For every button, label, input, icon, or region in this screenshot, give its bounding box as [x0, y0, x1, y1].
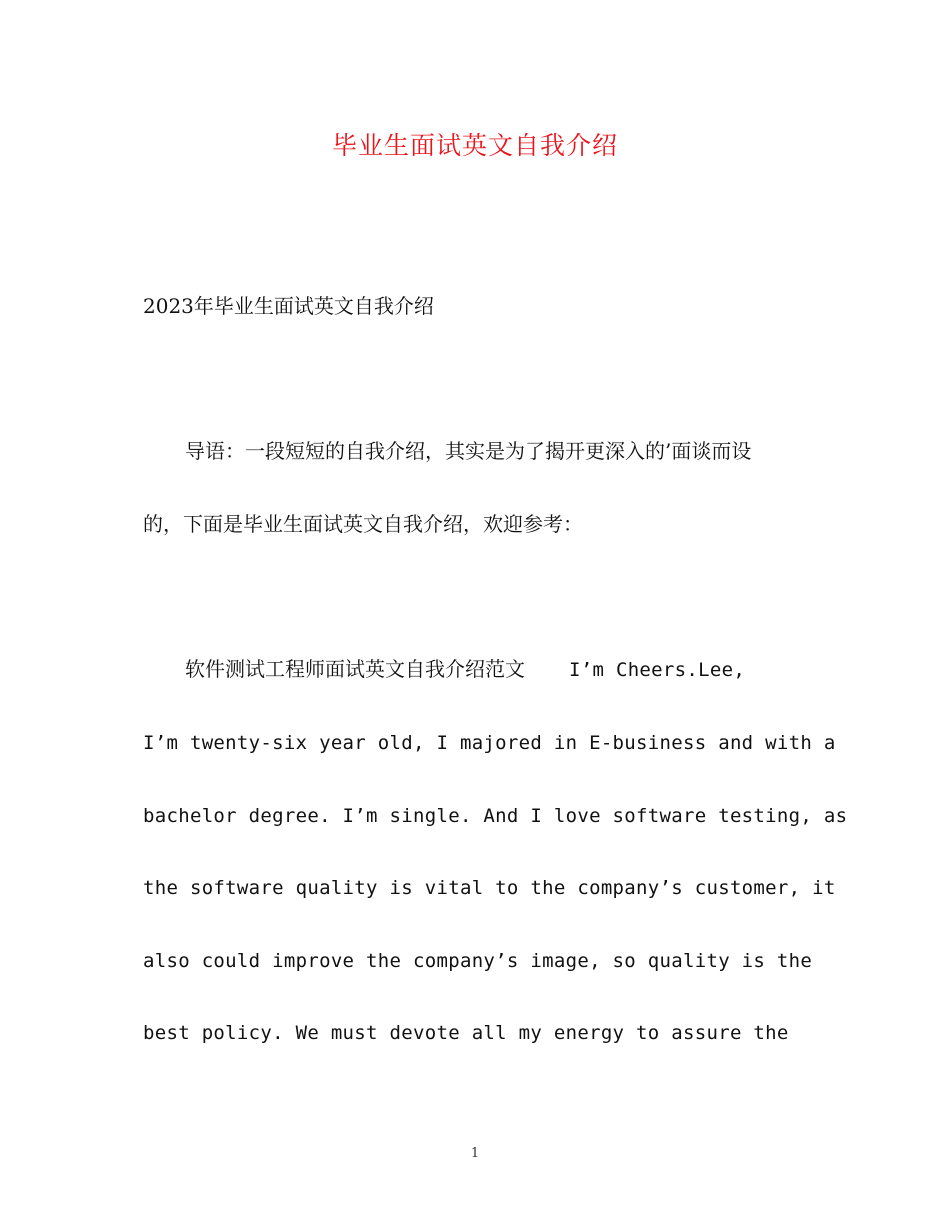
section-heading: 软件测试工程师面试英文自我介绍范文 — [185, 657, 525, 681]
body-line: I’m twenty-six year old, I majored in E-business and with a — [143, 732, 836, 754]
document-subtitle: 2023年毕业生面试英文自我介绍 — [143, 294, 434, 318]
body-line: also could improve the company’s image, so quality is the — [143, 950, 813, 972]
body-line: best policy. We must devote all my energy to assure the — [143, 1022, 789, 1044]
page-number: 1 — [470, 1146, 480, 1161]
intro-line-2: 的，下面是毕业生面试英文自我介绍，欢迎参考： — [143, 512, 583, 536]
document-title: 毕业生面试英文自我介绍 — [331, 131, 618, 160]
section-first-text: I’m Cheers.Lee, — [569, 659, 746, 681]
intro-line-1: 导语：一段短短的自我介绍，其实是为了揭开更深入的’面谈而设 — [185, 439, 752, 463]
body-line: the software quality is vital to the company’s customer, it — [143, 877, 836, 899]
body-line: bachelor degree. I’m single. And I love software testing, as — [143, 805, 848, 827]
section-heading-line — [185, 654, 745, 685]
